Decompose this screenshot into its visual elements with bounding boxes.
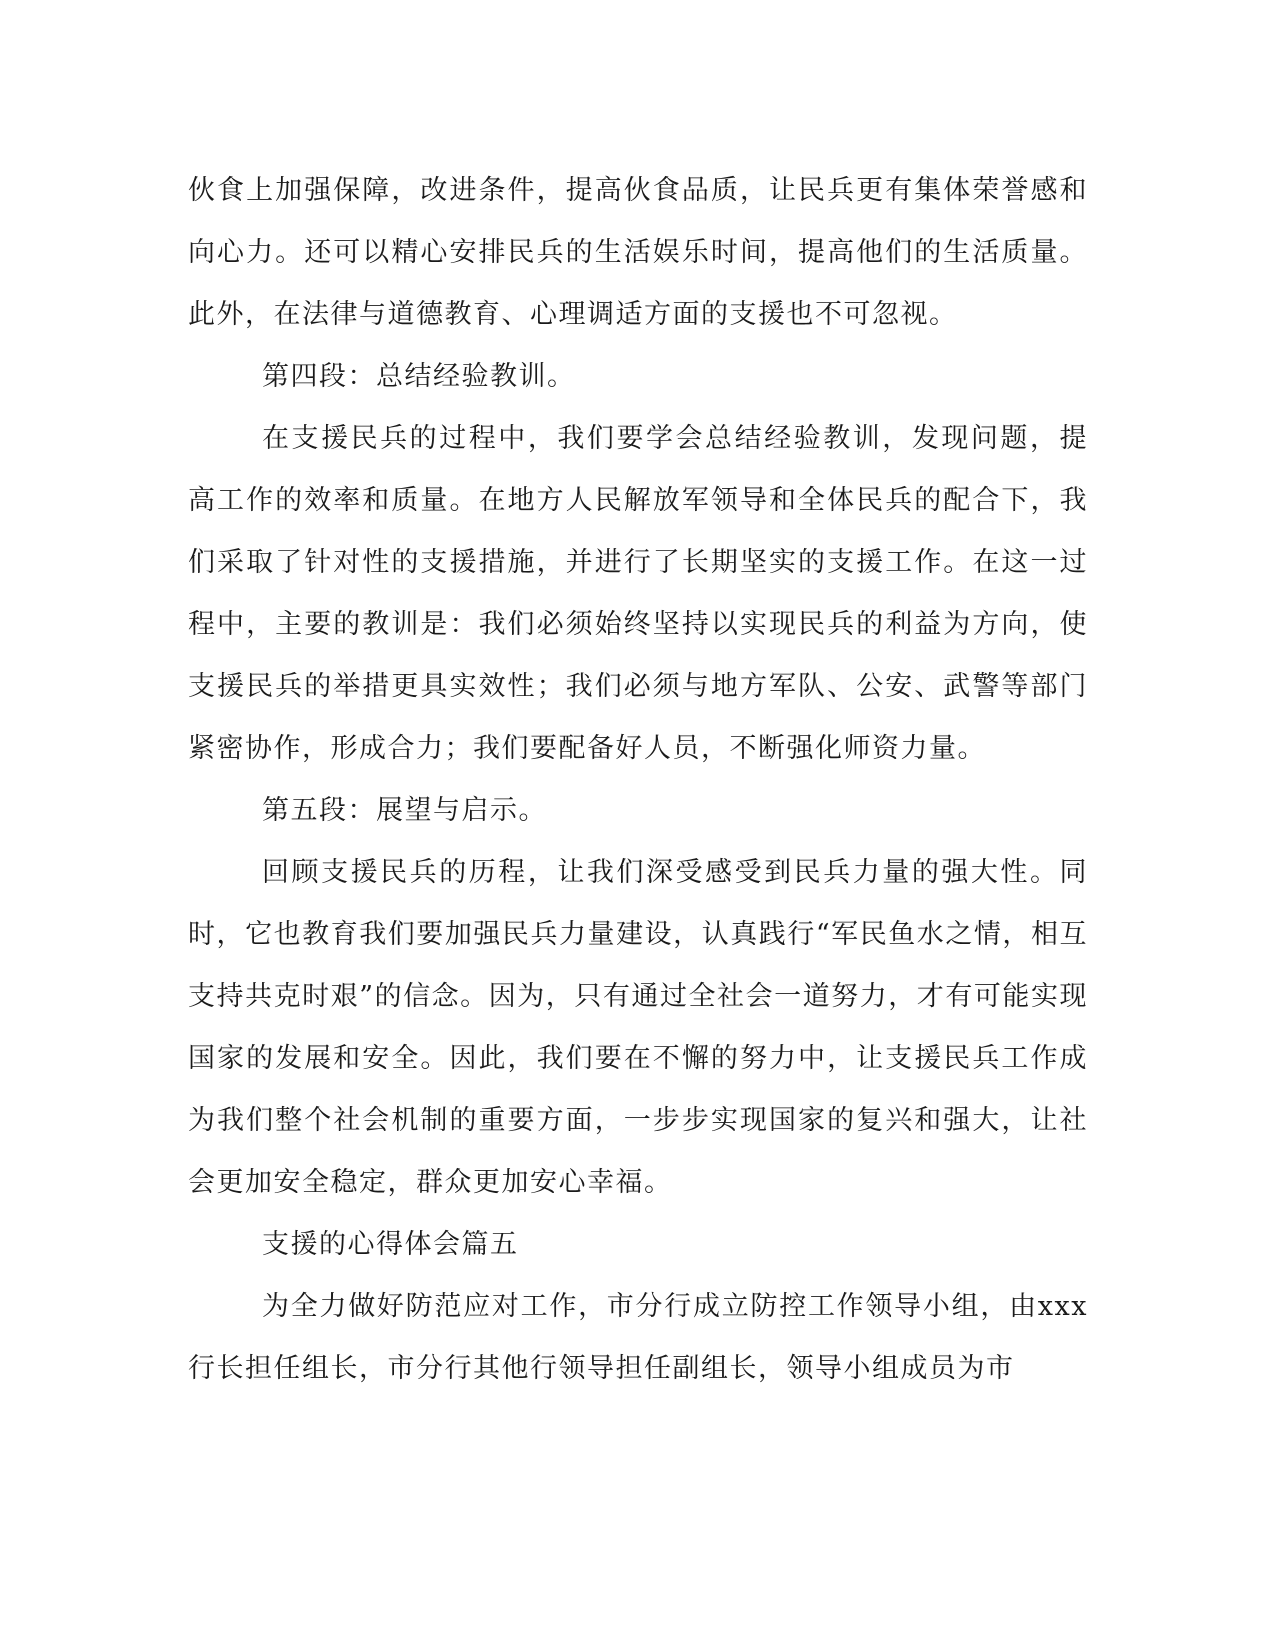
document-body [188,160,1088,1400]
paragraph-prevention: 为全力做好防范应对工作，市分行成立防控工作领导小组，由xxx行长担任组长，市分行其他行领导担任副组长，领导小组成员为市 [188,1291,1088,1384]
section-heading-4: 第四段：总结经验教训。 [262,361,576,392]
paragraph-lessons: 在支援民兵的过程中，我们要学会总结经验教训，发现问题，提高工作的效率和质量。在地方人民解放军领导和全体民兵的配合下，我们采取了针对性的支援措施，并进行了长期坚实的支援工作。在这一过程中，主要的教训是：我们必须始终坚持以实现民兵的利益为方向，使支援民兵的举措更具实效性；我们必须与地方军队、公安、武警等部门紧密协作，形成合力；我们要配备好人员，不断强化师资力量。 [188,423,1088,764]
article-title: 支援的心得体会篇五 [262,1229,519,1260]
section-heading-5: 第五段：展望与启示。 [262,795,547,826]
paragraph-continuation: 伙食上加强保障，改进条件，提高伙食品质，让民兵更有集体荣誉感和向心力。还可以精心安排民兵的生活娱乐时间，提高他们的生活质量。此外，在法律与道德教育、心理调适方面的支援也不可忽视。 [188,175,1088,330]
paragraph-outlook: 回顾支援民兵的历程，让我们深受感受到民兵力量的强大性。同时，它也教育我们要加强民兵力量建设，认真践行“军民鱼水之情，相互支持共克时艰”的信念。因为，只有通过全社会一道努力，才有可能实现国家的发展和安全。因此，我们要在不懈的努力中，让支援民兵工作成为我们整个社会机制的重要方面，一步步实现国家的复兴和强大，让社会更加安全稳定，群众更加安心幸福。 [188,857,1088,1198]
